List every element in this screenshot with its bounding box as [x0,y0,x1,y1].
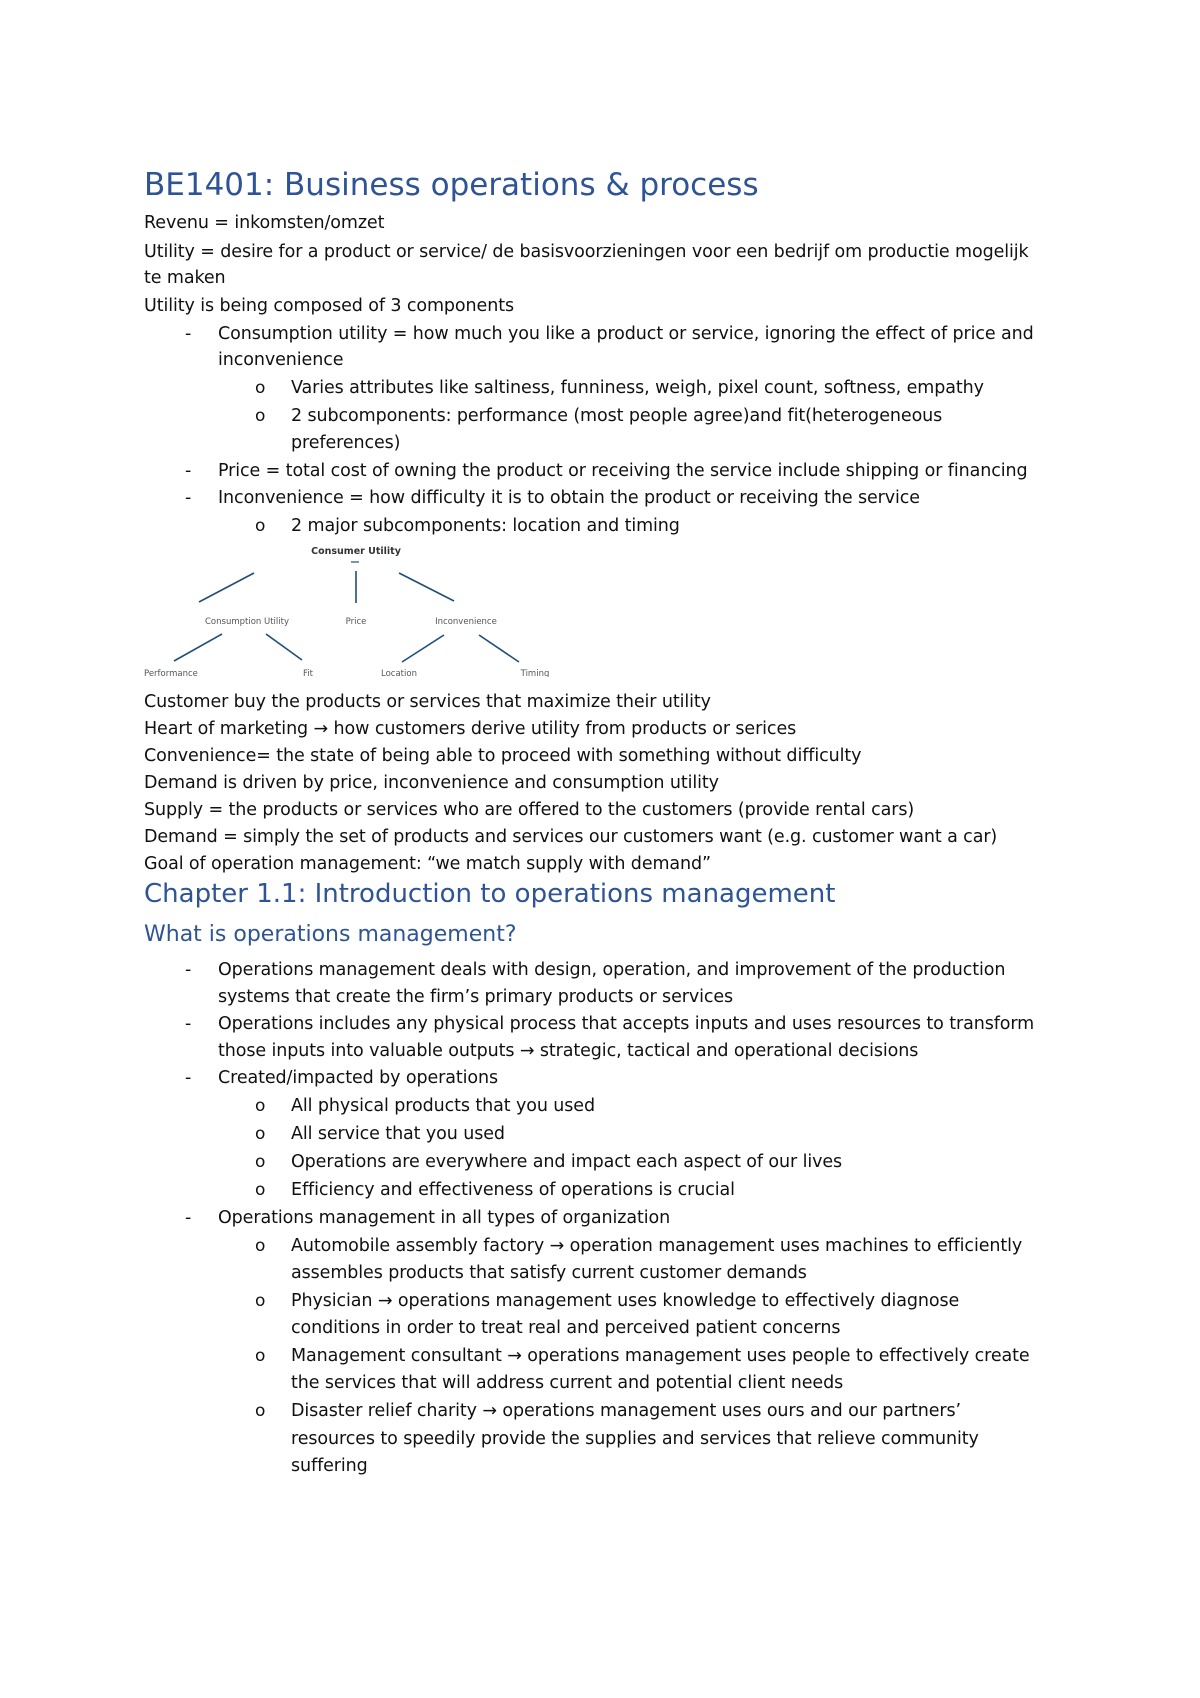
body-line: Heart of marketing → how customers derive utility from products or serices [144,719,797,739]
sub-list-item: Disaster relief charity → operations management uses ours and our partners’ [291,1401,961,1421]
sub-bullet: o [255,1346,266,1366]
intro-line: Revenu = inkomsten/omzet [144,213,385,233]
dash-bullet: - [185,488,192,508]
list-item: Created/impacted by operations [218,1068,498,1088]
chapter-heading: Chapter 1.1: Introduction to operations management [144,879,836,909]
dash-bullet: - [185,324,192,344]
sub-list-item-continued: conditions in order to treat real and perceived patient concerns [291,1318,841,1338]
sub-list-item: Efficiency and effectiveness of operations is crucial [291,1180,735,1200]
list-item: Price = total cost of owning the product or receiving the service include shipping or financing [218,461,1028,481]
sub-bullet: o [255,1152,266,1172]
intro-line: Utility = desire for a product or service/ de basisvoorzieningen voor een bedrijf om productie mogelijk [144,242,1029,262]
sub-list-item-continued: the services that will address current and potential client needs [291,1373,844,1393]
sub-list-item: Operations are everywhere and impact each aspect of our lives [291,1152,843,1172]
body-line: Convenience= the state of being able to proceed with something without difficulty [144,746,862,766]
sub-list-item-continued: assembles products that satisfy current customer demands [291,1263,807,1283]
diagram-node-timing: Timing [520,669,550,677]
body-line: Demand = simply the set of products and services our customers want (e.g. customer want a car) [144,827,998,847]
body-line: Supply = the products or services who are offered to the customers (provide rental cars) [144,800,915,820]
list-item: Operations includes any physical process that accepts inputs and uses resources to transform [218,1014,1035,1034]
sub-bullet: o [255,406,266,426]
sub-list-item-continued: suffering [291,1456,368,1476]
sub-bullet: o [255,516,266,536]
sub-list-item: Management consultant → operations management uses people to effectively create [291,1346,1030,1366]
sub-bullet: o [255,1401,266,1421]
list-item: Consumption utility = how much you like a product or service, ignoring the effect of price and [218,324,1034,344]
sub-list-item: All physical products that you used [291,1096,595,1116]
sub-bullet: o [255,1096,266,1116]
sub-list-item-continued: preferences) [291,433,401,453]
list-item: Operations management deals with design, operation, and improvement of the production [218,960,1006,980]
diagram-node-consumption-utility: Consumption Utility [205,617,289,627]
sub-bullet: o [255,378,266,398]
list-item-continued: systems that create the firm’s primary products or services [218,987,734,1007]
sub-bullet: o [255,1291,266,1311]
sub-list-item-continued: resources to speedily provide the supplies and services that relieve community [291,1429,979,1449]
diagram-node-inconvenience: Inconvenience [435,617,497,627]
sub-list-item: All service that you used [291,1124,505,1144]
dash-bullet: - [185,960,192,980]
dash-bullet: - [185,461,192,481]
sub-list-item: Varies attributes like saltiness, funniness, weigh, pixel count, softness, empathy [291,378,984,398]
body-line: Demand is driven by price, inconvenience and consumption utility [144,773,719,793]
intro-line: te maken [144,268,226,288]
intro-line: Utility is being composed of 3 components [144,296,514,316]
document-title: BE1401: Business operations & process [144,167,759,203]
list-item-continued: inconvenience [218,350,344,370]
dash-bullet: - [185,1068,192,1088]
sub-list-item: 2 subcomponents: performance (most people agree)and fit(heterogeneous [291,406,943,426]
utility-tree-diagram [144,541,558,677]
sub-bullet: o [255,1124,266,1144]
sub-bullet: o [255,1236,266,1256]
diagram-node-price: Price [345,617,367,627]
body-line: Goal of operation management: “we match supply with demand” [144,854,712,874]
dash-bullet: - [185,1014,192,1034]
sub-list-item: Automobile assembly factory → operation management uses machines to efficiently [291,1236,1023,1256]
sub-list-item: 2 major subcomponents: location and timing [291,516,680,536]
sub-list-item: Physician → operations management uses knowledge to effectively diagnose [291,1291,960,1311]
list-item: Operations management in all types of organization [218,1208,671,1228]
diagram-node-location: Location [381,669,417,677]
dash-bullet: - [185,1208,192,1228]
list-item: Inconvenience = how difficulty it is to obtain the product or receiving the service [218,488,920,508]
diagram-node-fit: Fit [303,669,313,677]
list-item-continued: those inputs into valuable outputs → strategic, tactical and operational decisions [218,1041,919,1061]
body-line: Customer buy the products or services that maximize their utility [144,692,711,712]
diagram-root-label: Consumer Utility [311,546,401,557]
diagram-node-performance: Performance [144,669,198,677]
section-heading: What is operations management? [144,922,517,947]
sub-bullet: o [255,1180,266,1200]
